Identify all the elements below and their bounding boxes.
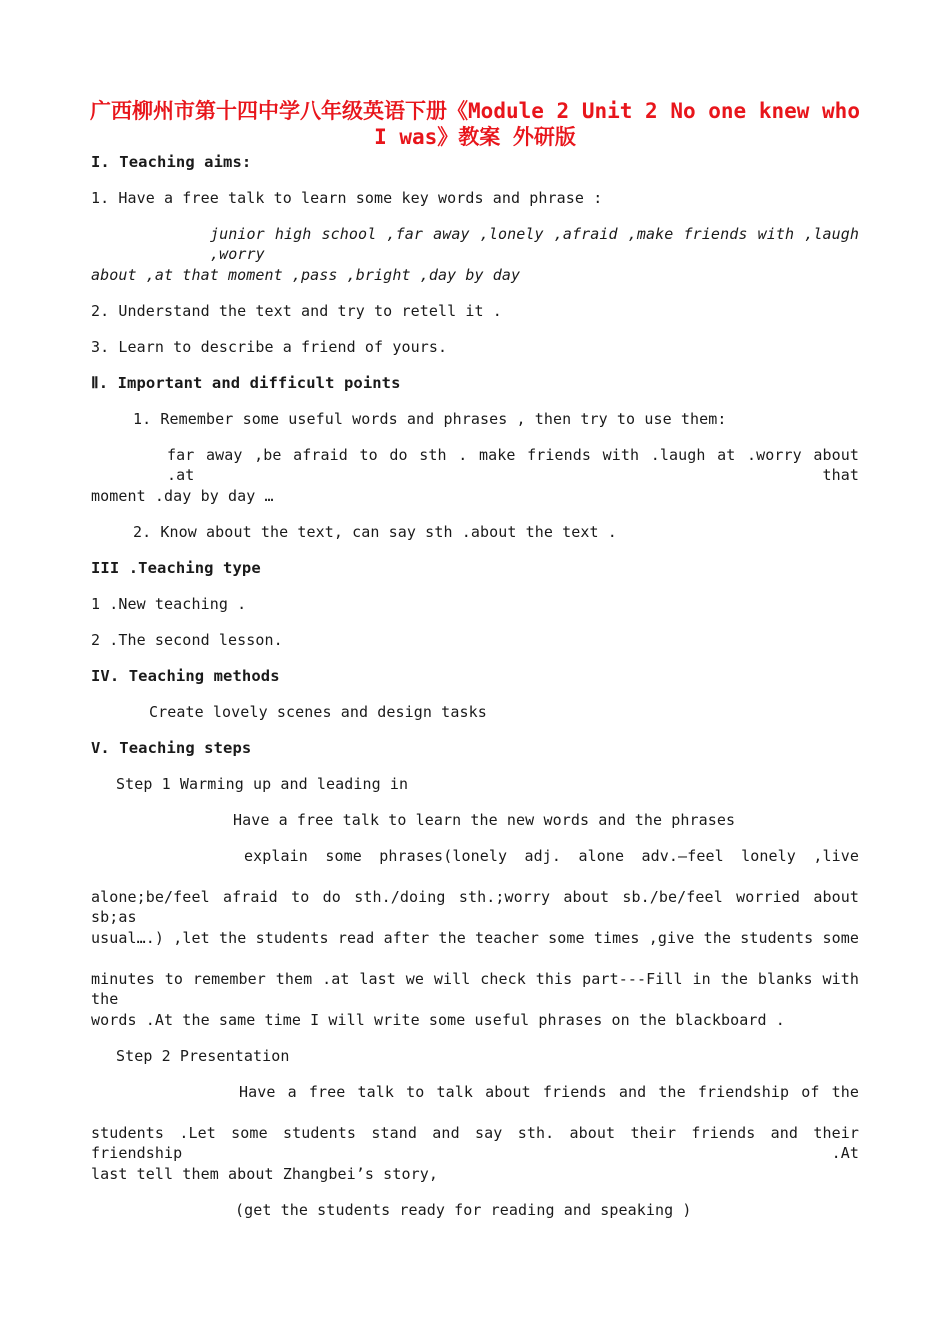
- paragraph-line: 2. Know about the text, can say sth .about the text .: [133, 523, 617, 541]
- title-line-1: 广西柳州市第十四中学八年级英语下册《Module 2 Unit 2 No one knew who: [90, 99, 860, 123]
- paragraph-line: 3. Learn to describe a friend of yours.: [91, 338, 448, 356]
- section-heading-important-points: Ⅱ. Important and difficult points: [91, 374, 401, 392]
- paragraph-line: 2. Understand the text and try to retell it .: [91, 302, 502, 320]
- paragraph-line: moment .day by day …: [91, 487, 274, 505]
- document-title: [90, 98, 860, 150]
- paragraph-line: last tell them about Zhangbei’s story,: [91, 1165, 438, 1183]
- paragraph-line: Have a free talk to talk about friends and the friendship of the: [239, 1083, 859, 1101]
- paragraph-line: 2 .The second lesson.: [91, 631, 283, 649]
- key-words-line: junior high school ,far away ,lonely ,afraid ,make friends with ,laugh ,worry: [210, 225, 859, 263]
- section-heading-teaching-type: III .Teaching type: [91, 559, 261, 577]
- paragraph-line: words .At the same time I will write some useful phrases on the blackboard .: [91, 1011, 785, 1029]
- section-heading-teaching-steps: V. Teaching steps: [91, 739, 252, 757]
- paragraph-line: 1. Have a free talk to learn some key words and phrase :: [91, 189, 603, 207]
- paragraph-line: (get the students ready for reading and speaking ): [235, 1201, 692, 1219]
- paragraph-line: minutes to remember them .at last we will check this part---Fill in the blanks with the: [91, 970, 859, 1008]
- key-words-line: about ,at that moment ,pass ,bright ,day by day: [91, 266, 521, 284]
- step-heading: Step 1 Warming up and leading in: [116, 775, 409, 793]
- paragraph-line: usual….) ,let the students read after the teacher some times ,give the students some: [91, 929, 859, 947]
- paragraph-line: alone;be/feel afraid to do sth./doing sth.;worry about sb./be/feel worried about sb;as: [91, 888, 859, 926]
- paragraph-line: explain some phrases(lonely adj. alone adv.—feel lonely ,live: [244, 847, 859, 865]
- paragraph-line: Create lovely scenes and design tasks: [149, 703, 487, 721]
- step-heading: Step 2 Presentation: [116, 1047, 290, 1065]
- section-heading-teaching-methods: IV. Teaching methods: [91, 667, 280, 685]
- paragraph-line: 1 .New teaching .: [91, 595, 247, 613]
- section-heading-teaching-aims: I. Teaching aims:: [91, 153, 252, 171]
- title-line-2: I was》教案 外研版: [374, 125, 576, 149]
- paragraph-line: students .Let some students stand and say sth. about their friends and their friendship .At: [91, 1124, 859, 1162]
- paragraph-line: far away ,be afraid to do sth . make friends with .laugh at .worry about .at that: [167, 446, 859, 484]
- paragraph-line: 1. Remember some useful words and phrases , then try to use them:: [133, 410, 727, 428]
- paragraph-line: Have a free talk to learn the new words and the phrases: [233, 811, 736, 829]
